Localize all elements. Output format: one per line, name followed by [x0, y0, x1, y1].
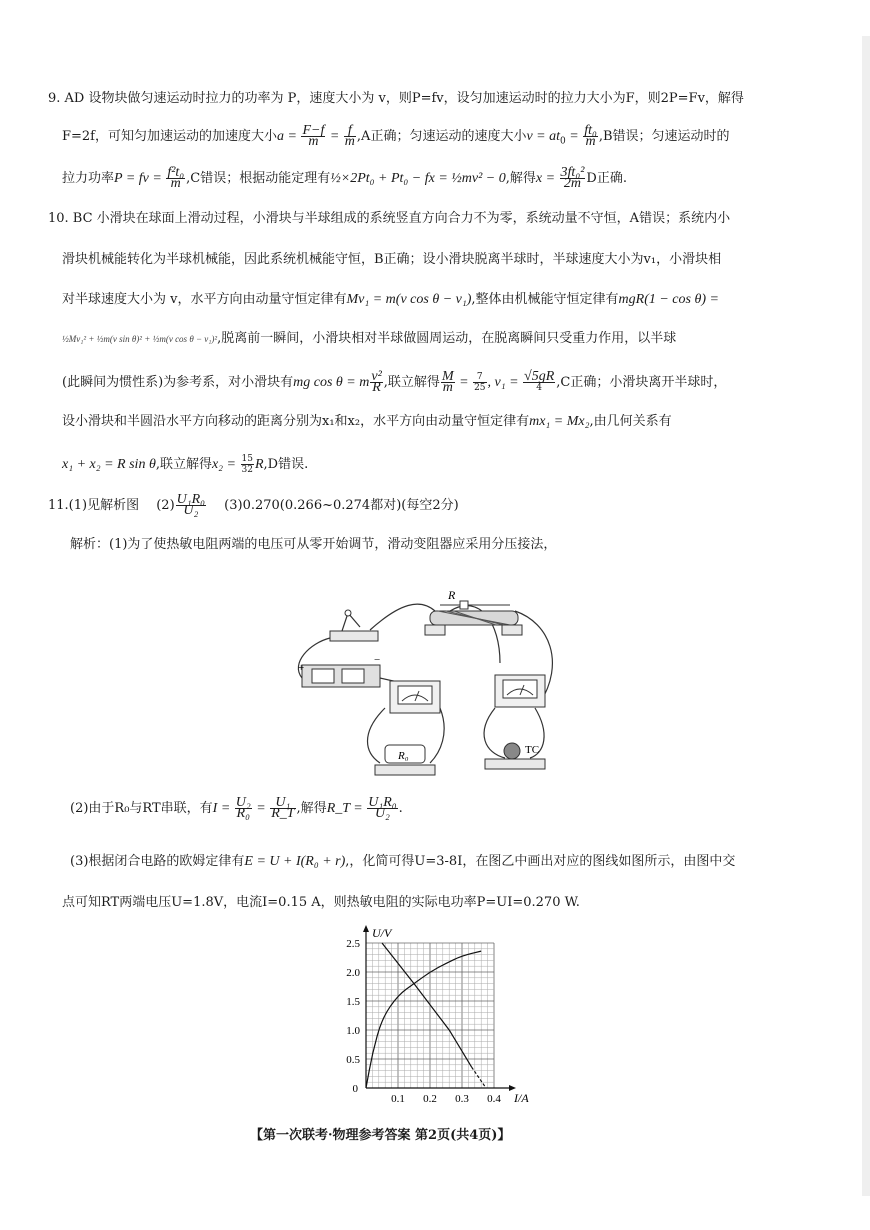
q11-part3-line1: (3)根据闭合电路的欧姆定律有E = U + I(R₀ + r),，化简可得U=3-8I，在图乙中画出对应的图线如图所示，由图中交: [70, 854, 736, 869]
y-tick-label: 1.0: [346, 1025, 360, 1037]
q10-line-2: 滑块机械能转化为半球机械能，因此系统机械能守恒，B正确；设小滑块脱离半球时，半球速度大小为v₁，小滑块相: [62, 252, 722, 267]
series-line-2: [382, 943, 472, 1067]
formula-kinetic-energy: ½×2Pt₀ + Pt₀ − fx = ½mv² − 0: [330, 171, 506, 186]
q9-text-1: 9. AD 设物块做匀速运动时拉力的功率为 P，速度大小为 v，则P=fv，设匀加速运动时的拉力大小为F，则2P=Fv，解得: [48, 91, 744, 106]
scrollbar[interactable]: [862, 36, 870, 1196]
x-axis-label: I/A: [514, 1091, 529, 1105]
u-i-chart: [330, 925, 530, 1115]
chart-axes: [363, 925, 516, 1091]
formula-energy-sum: ½Mv₁² + ½m(v sin θ)² + ½m(v cos θ − v₁)²: [62, 334, 218, 344]
rheostat-icon: [425, 588, 522, 635]
y-tick-label: 2.5: [346, 938, 360, 950]
y-tick-label: 1.5: [346, 996, 360, 1008]
q10-line-4: ½Mv₁² + ½m(v sin θ)² + ½m(v cos θ − v₁)²,脱离前一瞬间，小滑块相对半球做圆周运动，在脱离瞬间只受重力作用，以半球: [62, 331, 677, 346]
formula-v: v = at: [526, 129, 561, 144]
frac-x: $\frac{\text{3ft₀²}}{2m}$: [560, 165, 585, 191]
circuit-diagram: [290, 583, 570, 783]
battery-icon: [298, 654, 380, 687]
q11-analysis: 解析：(1)为了使热敏电阻两端的电压可从零开始调节，滑动变阻器应采用分压接法，: [70, 537, 557, 552]
frac-ft0-over-m: $\frac{\text{ft₀}}{m}$: [584, 123, 597, 149]
q9-text-2a: F=2f，可知匀加速运动的加速度大小: [62, 129, 277, 144]
q11-part2: (2)由于R₀与RT串联，有I = $\frac{\text{U₂}}{\text{R₀}}$ = $\frac{\text{U₁}}{R\_T}$ ,解得R_T = $\frac{\text{U₁R₀}}{\text{U₂}}$ .: [70, 795, 403, 821]
x-tick-label: 0.1: [391, 1093, 405, 1105]
chart-series: [366, 943, 486, 1088]
q9-line-3: 拉力功率P = fv = $\frac{\text{f²t₀}}{m}$ ,C错误；根据动能定理有½×2Pt₀ + Pt₀ − fx = ½mv² − 0,解得x = $\frac{\text{3ft₀²}}{2m}$ D正确.: [62, 165, 627, 191]
battery-minus-label: −: [374, 654, 381, 666]
y-tick-label: 2.0: [346, 967, 360, 979]
x-tick-label: 0.3: [455, 1093, 469, 1105]
q10-line-5: (此瞬间为惯性系)为参考系，对小滑块有mg cos θ = m $\frac{\text{v²}}{R}$ ,联立解得 $\frac{M}{m}$ = $\frac{7}{25}$ , v₁ = $\frac{√5gR}{4}$ ,C正确；小滑块离开半球时，: [62, 369, 727, 395]
resistor-r0-icon: [375, 745, 435, 775]
x-tick-label: 0.4: [487, 1093, 501, 1105]
series-line-3: [472, 1067, 486, 1088]
voltmeter-icon: [390, 681, 440, 713]
page-footer: 【第一次联考·物理参考答案 第2页(共4页)】: [250, 1128, 511, 1143]
y-axis-arrow: [363, 925, 369, 932]
formula-momentum: Mv₁ = m(v cos θ − v₁): [346, 292, 472, 307]
q10-line-7: x₁ + x₂ = R sin θ,联立解得x₂ = $\frac{15}{32}$ R,D错误.: [62, 454, 309, 475]
thermistor-icon: [485, 743, 545, 769]
y-tick-label: 0.5: [346, 1054, 360, 1066]
q10-line-6: 设小滑块和半圆沿水平方向移动的距离分别为x₁和x₂，水平方向由动量守恒定律有mx₁ = Mx₂,由几何关系有: [62, 414, 672, 429]
formula-P: P = fv =: [114, 171, 166, 186]
voltmeter-icon: [495, 675, 545, 707]
frac-f-minus-f-over-m: $\frac{F-f}{m}$: [302, 123, 325, 149]
q9-line-2: F=2f，可知匀加速运动的加速度大小a = $\frac{F-f}{m}$ = $\frac{f}{m}$ ,A正确；匀速运动的速度大小$v = at_0$ = $\frac{\text{ft₀}}{m}$ ,B错误；匀速运动时的: [62, 123, 730, 149]
q10-line-1: 10. BC 小滑块在球面上滑动过程，小滑块与半球组成的系统竖直方向合力不为零，系统动量不守恒，A错误；系统内小: [48, 211, 731, 226]
q11-header: 11.(1)见解析图 (2) $\frac{\text{U₁R₀}}{\text{U₂}}$ (3)0.270(0.266~0.274都对)(每空2分): [48, 492, 459, 518]
y-axis-label: U/V: [372, 926, 392, 940]
q10-line-3: 对半球速度大小为 v，水平方向由动量守恒定律有Mv₁ = m(v cos θ − v₁),整体由机械能守恒定律有mgR(1 − cos θ) =: [62, 292, 719, 307]
origin-label: 0: [352, 1083, 358, 1095]
resistor-r0-label: R₀: [398, 750, 409, 762]
q11-part3-line2: 点可知RT两端电压U=1.8V，电流I=0.15 A，则热敏电阻的实际电功率P=UI=0.270 W.: [62, 895, 580, 910]
formula-a: a =: [277, 129, 301, 144]
x-tick-label: 0.2: [423, 1093, 437, 1105]
thermistor-label: TC: [525, 744, 540, 756]
switch-icon: [330, 610, 378, 641]
q9-line-1: [48, 90, 744, 108]
formula-energy: mgR(1 − cos θ) =: [618, 292, 719, 307]
frac-f2t0-over-m: $\frac{\text{f²t₀}}{m}$: [167, 165, 185, 191]
battery-plus-label: +: [298, 662, 305, 674]
rheostat-label: R: [448, 588, 456, 602]
frac-f-over-m: $\frac{f}{m}$: [344, 123, 355, 149]
